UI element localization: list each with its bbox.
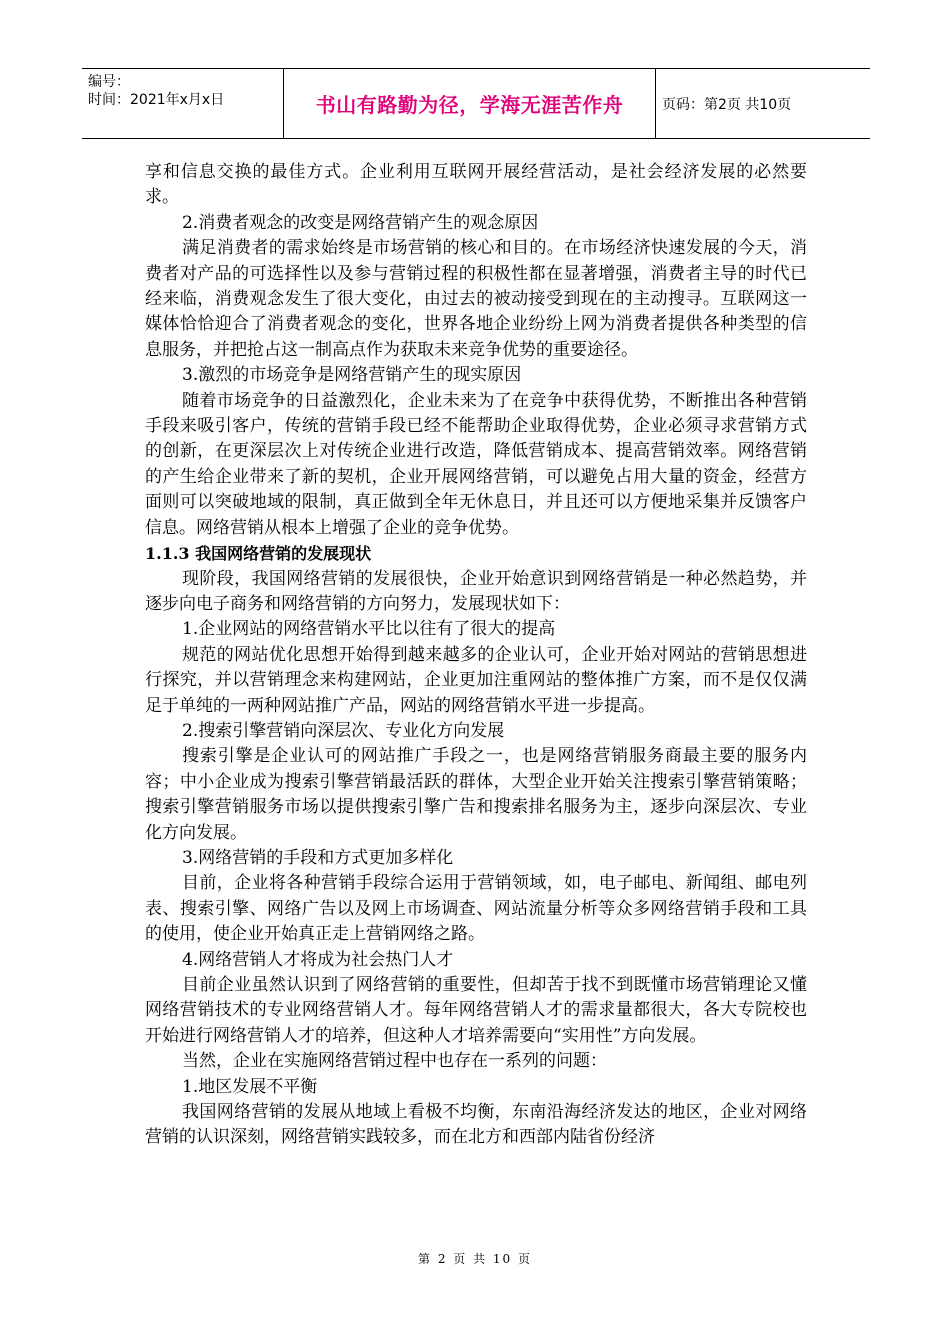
body-paragraph: 规范的网站优化思想开始得到越来越多的企业认可，企业开始对网站的营销思想进行探究，并以营销理念来构建网站，企业更加注重网站的整体推广方案，而不是仅仅满足于单纯的一两种网站推广产品，网站的网络营销水平进一步提高。 (145, 644, 807, 716)
body-paragraph: 满足消费者的需求始终是市场营销的核心和目的。在市场经济快速发展的今天，消费者对产品的可选择性以及参与营销过程的积极性都在显著增强，消费者主导的时代已经来临，消费观念发生了很大变化，由过去的被动接受到现在的主动搜寻。互联网这一媒体恰恰迎合了消费者观念的变化，世界各地企业纷纷上网为消费者提供各种类型的信息服务，并把抢占这一制高点作为获取未来竞争优势的重要途径。 (145, 238, 807, 360)
body-paragraph: 3.激烈的市场竞争是网络营销产生的现实原因 (182, 365, 522, 386)
body-paragraph: 当然，企业在实施网络营销过程中也存在一系列的问题： (182, 1051, 607, 1072)
document-body (145, 160, 807, 1151)
body-paragraph: 3.网络营销的手段和方式更加多样化 (182, 847, 454, 868)
section-heading: 1.1.3 我国网络营销的发展现状 (145, 544, 372, 564)
body-paragraph: 目前，企业将各种营销手段综合运用于营销领域，如，电子邮电、新闻组、邮电列表、搜索引擎、网络广告以及网上市场调查、网站流量分析等众多网络营销手段和工具的使用，使企业开始真正走上营销网络之路。 (145, 873, 807, 945)
body-paragraph: 2.搜索引擎营销向深层次、专业化方向发展 (182, 720, 505, 741)
body-paragraph: 4.网络营销人才将成为社会热门人才 (182, 949, 454, 970)
body-paragraph: 目前企业虽然认识到了网络营销的重要性，但却苦于找不到既懂市场营销理论又懂网络营销技术的专业网络营销人才。每年网络营销人才的需求量都很大，各大专院校也开始进行网络营销人才的培养，但这种人才培养需要向“实用性”方向发展。 (145, 975, 807, 1046)
page-footer: 第 2 页 共 10 页 (418, 1252, 532, 1266)
body-paragraph: 现阶段，我国网络营销的发展很快，企业开始意识到网络营销是一种必然趋势，并逐步向电子商务和网络营销的方向努力，发展现状如下： (145, 568, 807, 614)
body-paragraph: 享和信息交换的最佳方式。企业利用互联网开展经营活动，是社会经济发展的必然要求。 (145, 162, 807, 208)
header-page-cell (656, 69, 870, 138)
body-paragraph: 我国网络营销的发展从地域上看极不均衡，东南沿海经济发达的地区，企业对网络营销的认识深刻，网络营销实践较多，而在北方和西部内陆省份经济 (145, 1102, 807, 1148)
header-table (82, 68, 870, 139)
document-date-label: 时间：2021年x月x日 (88, 92, 225, 108)
header-motto-cell (284, 69, 656, 138)
body-paragraph: 随着市场竞争的日益激烈化，企业未来为了在竞争中获得优势，不断推出各种营销手段来吸引客户，传统的营销手段已经不能帮助企业取得优势，企业必须寻求营销方式的创新，在更深层次上对传统企业进行改造，降低营销成本、提高营销效率。网络营销的产生给企业带来了新的契机，企业开展网络营销，可以避免占用大量的资金，经营方面则可以突破地域的限制，真正做到全年无休息日，并且还可以方便地采集并反馈客户信息。网络营销从根本上增强了企业的竞争优势。 (145, 390, 807, 538)
header-page-info: 页码：第2页 共10页 (662, 96, 792, 113)
body-paragraph: 搜索引擎是企业认可的网站推广手段之一，也是网络营销服务商最主要的服务内容；中小企业成为搜索引擎营销最活跃的群体，大型企业开始关注搜索引擎营销策略；搜索引擎营销服务市场以提供搜索引擎广告和搜索排名服务为主，逐步向深层次、专业化方向发展。 (145, 746, 807, 843)
body-paragraph: 1.企业网站的网络营销水平比以往有了很大的提高 (182, 619, 556, 640)
header-left-cell (82, 69, 284, 138)
body-paragraph: 1.地区发展不平衡 (182, 1076, 318, 1097)
body-paragraph: 2.消费者观念的改变是网络营销产生的观念原因 (182, 212, 539, 233)
header-motto: 书山有路勤为径，学海无涯苦作舟 (315, 93, 624, 117)
document-number-label: 编号： (88, 74, 130, 90)
